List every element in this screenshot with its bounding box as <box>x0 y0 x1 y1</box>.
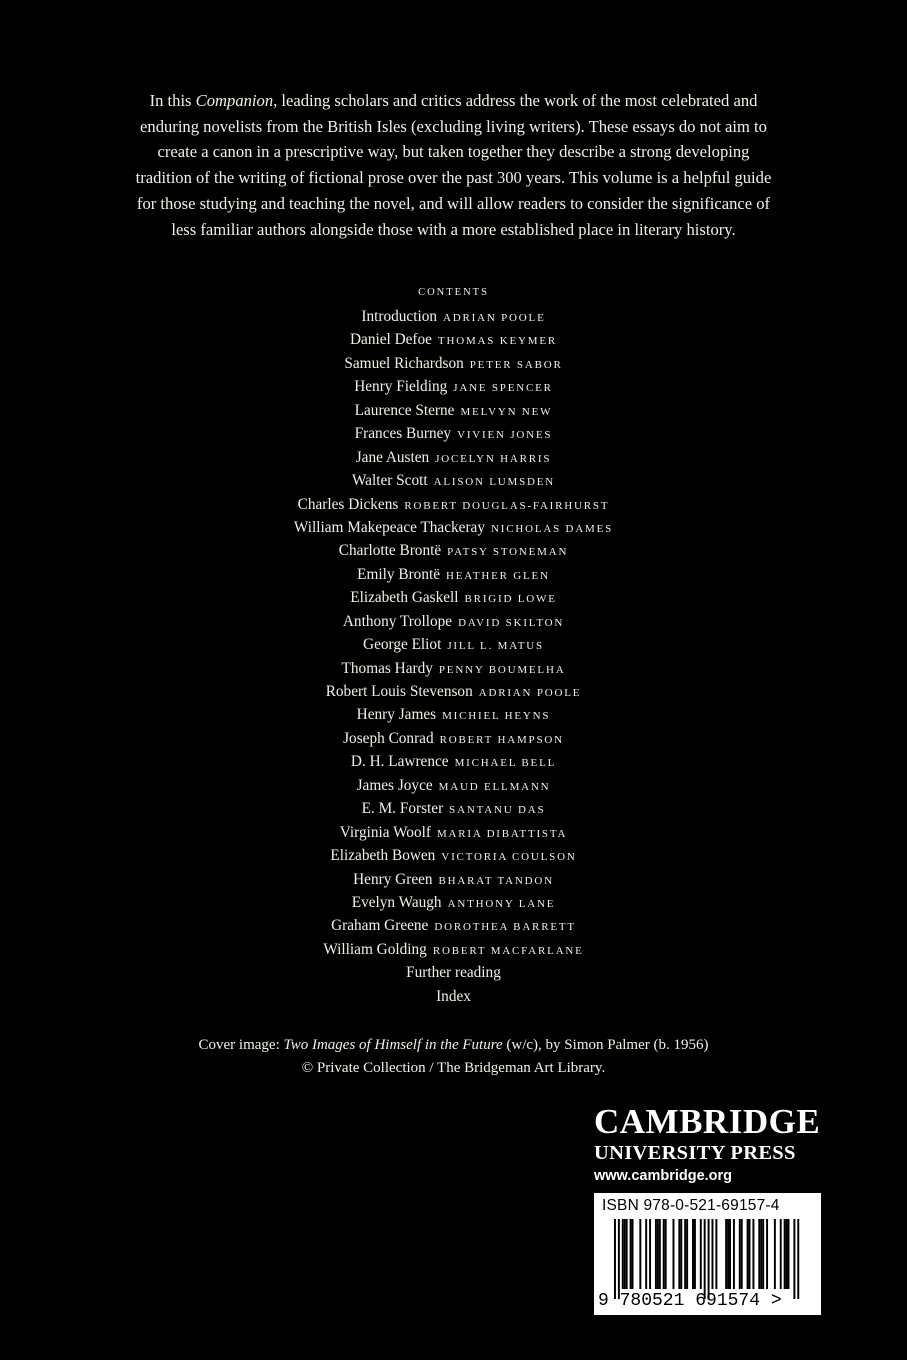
contents-subject: Samuel Richardson <box>344 354 464 372</box>
barcode-bar <box>727 1219 729 1289</box>
back-cover-blurb <box>130 88 777 242</box>
contents-subject: Virginia Woolf <box>339 823 431 841</box>
contents-subject: Further reading <box>406 964 501 982</box>
contents-subject: Walter Scott <box>351 472 428 490</box>
barcode-bar <box>673 1219 675 1289</box>
contents-subject: Laurence Sterne <box>354 401 455 419</box>
barcode-bar <box>692 1219 694 1289</box>
contents-entry <box>0 727 907 750</box>
barcode-bar <box>747 1219 749 1289</box>
blurb-intro: In this <box>149 91 196 110</box>
contents-entry <box>0 493 907 516</box>
isbn-label: ISBN 978-0-521-69157-4 <box>602 1197 780 1214</box>
barcode-bar <box>626 1219 628 1289</box>
contents-subject: Frances Burney <box>354 425 452 443</box>
contents-contributor: ROBERT MACFARLANE <box>432 944 584 957</box>
contents-contributor: VICTORIA COULSON <box>441 851 577 864</box>
publisher-url: www.cambridge.org <box>594 1168 733 1184</box>
contents-contributor: JOCELYN HARRIS <box>435 452 552 465</box>
contents-entry <box>0 539 907 562</box>
contents-contributor: ANTHONY LANE <box>447 897 556 910</box>
contents-contributor: ALISON LUMSDEN <box>433 476 556 489</box>
barcode-digits: 9 780521 691574 > <box>598 1291 782 1311</box>
barcode-bar <box>639 1219 641 1289</box>
contents-contributor: NICHOLAS DAMES <box>490 522 614 535</box>
barcode-bar <box>788 1219 790 1289</box>
contents-entry <box>0 680 907 703</box>
barcode-bar <box>657 1219 659 1289</box>
contents-contributor: MICHIEL HEYNS <box>442 710 551 723</box>
contents-subject: Jane Austen <box>355 448 430 466</box>
barcode-bar <box>622 1219 624 1289</box>
barcode-bar <box>739 1219 741 1289</box>
contents-entry <box>0 938 907 961</box>
contents-heading: CONTENTS <box>418 287 489 298</box>
contents-contributor: JILL L. MATUS <box>447 640 544 653</box>
barcode-bar <box>680 1219 682 1289</box>
barcode-bar <box>663 1219 665 1289</box>
barcode-bar <box>645 1219 647 1289</box>
barcode-bar <box>749 1219 751 1289</box>
contents-contributor: MICHAEL BELL <box>454 757 557 770</box>
contents-contributor: ADRIAN POOLE <box>478 687 582 699</box>
contents-entry <box>0 446 907 469</box>
cover-credit-line-1: Cover image: Two Images of Himself in the Future (w/c), by Simon Palmer (b. 1956) <box>198 1037 709 1053</box>
contents-entry <box>0 914 907 937</box>
cover-image-credit <box>0 1034 907 1079</box>
contents-entry <box>0 422 907 445</box>
contents-entry <box>0 750 907 773</box>
contents-entry <box>0 563 907 586</box>
contents-subject: Charlotte Brontë <box>338 542 442 560</box>
barcode-bar <box>684 1219 686 1289</box>
blurb-companion-title: Companion <box>195 91 274 110</box>
barcode-bar <box>760 1219 762 1289</box>
barcode-bar <box>678 1219 680 1289</box>
barcode-bar <box>793 1219 795 1299</box>
contents-entry <box>0 586 907 609</box>
barcode-bar <box>774 1219 776 1289</box>
contents-contributor: HEATHER GLEN <box>446 569 550 582</box>
contents-contributor: JANE SPENCER <box>453 382 553 395</box>
barcode-bar <box>630 1219 632 1289</box>
contents-subject: William Golding <box>323 940 427 958</box>
contents-contributor: MAUD ELLMANN <box>438 780 551 793</box>
contents-contributor: DOROTHEA BARRETT <box>434 921 576 934</box>
barcode-bar <box>614 1219 616 1299</box>
barcode-bar <box>766 1219 768 1289</box>
barcode-bar <box>618 1219 620 1299</box>
contents-entry <box>0 633 907 656</box>
contents-contributor: ROBERT DOUGLAS-FAIRHURST <box>404 499 610 512</box>
contents-entry <box>0 352 907 375</box>
contents-entry <box>0 891 907 914</box>
publisher-subname: UNIVERSITY PRESS <box>594 1142 796 1164</box>
barcode-bar <box>762 1219 764 1289</box>
contents-entry <box>0 657 907 680</box>
barcode-bar <box>655 1219 657 1289</box>
contents-entry <box>0 516 907 539</box>
contents-subject: Emily Brontë <box>357 565 441 583</box>
barcode-bar <box>659 1219 661 1289</box>
contents-subject: Graham Greene <box>331 917 429 935</box>
contents-entry <box>0 961 907 984</box>
contents-entry <box>0 703 907 726</box>
contents-subject: Introduction <box>361 308 438 325</box>
contents-entry <box>0 985 907 1008</box>
contents-subject: D. H. Lawrence <box>350 753 449 771</box>
barcode-bar <box>784 1219 786 1289</box>
contents-subject: Robert Louis Stevenson <box>325 683 473 700</box>
barcode-bar <box>797 1219 799 1299</box>
artwork-title: Two Images of Himself in the Future <box>283 1037 503 1053</box>
contents-contributor: BHARAT TANDON <box>438 874 554 887</box>
contents-entry <box>0 469 907 492</box>
barcode-bar <box>758 1219 760 1289</box>
contents-subject: Anthony Trollope <box>342 612 453 630</box>
barcode-bar <box>715 1219 717 1289</box>
contents-entry <box>0 610 907 633</box>
barcode-bar <box>649 1219 651 1289</box>
contents-contributor: PENNY BOUMELHA <box>438 663 566 676</box>
contents-entry <box>0 305 907 328</box>
contents-entry <box>0 821 907 844</box>
barcode-bar <box>725 1219 727 1289</box>
contents-subject: Daniel Defoe <box>349 331 432 349</box>
contents-subject: Elizabeth Gaskell <box>350 589 459 607</box>
cover-credit-line-2: © Private Collection / The Bridgeman Art Library. <box>301 1059 606 1076</box>
contents-contributor: DAVID SKILTON <box>458 616 565 629</box>
contents-subject: Henry Fielding <box>354 378 448 396</box>
contents-subject: Thomas Hardy <box>341 659 433 677</box>
publisher-block <box>594 1104 834 1186</box>
barcode-bar <box>752 1219 754 1289</box>
contents-subject: Henry James <box>356 706 437 724</box>
contents-contributor: SANTANU DAS <box>449 804 546 817</box>
barcode-bar <box>624 1219 626 1289</box>
contents-contributor: PATSY STONEMAN <box>447 546 569 559</box>
contents-contributor: ADRIAN POOLE <box>443 312 546 324</box>
contents-subject: Elizabeth Bowen <box>330 847 436 865</box>
contents-entry <box>0 844 907 867</box>
contents-contributor: VIVIEN JONES <box>457 429 553 442</box>
contents-entry <box>0 375 907 398</box>
contents-contributor: ROBERT HAMPSON <box>439 733 564 746</box>
contents-subject: James Joyce <box>356 776 433 794</box>
contents-contributor: MELVYN NEW <box>460 405 553 418</box>
barcode-bar <box>741 1219 743 1289</box>
contents-subject: Henry Green <box>353 870 433 888</box>
contents-entry <box>0 797 907 820</box>
contents-subject: E. M. Forster <box>361 800 444 818</box>
isbn-barcode <box>594 1193 821 1315</box>
barcode-bar <box>712 1219 714 1289</box>
contents-subject: Evelyn Waugh <box>351 893 442 911</box>
contents-entry <box>0 774 907 797</box>
barcode-bar <box>632 1219 634 1289</box>
barcode-bar <box>780 1219 782 1289</box>
contents-entry <box>0 328 907 351</box>
contents-contributor: BRIGID LOWE <box>464 593 557 606</box>
contents-subject: William Makepeace Thackeray <box>293 518 485 536</box>
publisher-name: CAMBRIDGE <box>594 1102 821 1141</box>
barcode-bar <box>665 1219 667 1289</box>
barcode-bar <box>694 1219 696 1289</box>
contents-contributor: PETER SABOR <box>469 358 563 371</box>
barcode-bar <box>708 1219 710 1299</box>
contents-subject: Charles Dickens <box>297 495 399 513</box>
barcode-bar <box>733 1219 735 1289</box>
barcode-bar <box>729 1219 731 1289</box>
barcode-bar <box>686 1219 688 1289</box>
contents-subject: George Eliot <box>363 636 442 654</box>
contents-entry <box>0 868 907 891</box>
contents-subject: Index <box>436 987 471 1005</box>
contents-contributor: THOMAS KEYMER <box>437 335 557 348</box>
table-of-contents <box>0 305 907 1008</box>
barcode-bar <box>704 1219 706 1299</box>
barcode-bar <box>700 1219 702 1289</box>
contents-subject: Joseph Conrad <box>343 729 434 747</box>
blurb-body: , leading scholars and critics address the work of the most celebrated and enduring novelists from the British Isles (excluding living writers). These essays do not aim to create a canon in a prescriptive way, but taken together they describe a strong developing tradition of the writing of fictional prose over the past 300 years. This volume is a helpful guide for those studying and teaching the novel, and will allow readers to consider the significance of less familiar authors alongside those with a more established place in literary history. <box>135 91 772 239</box>
contents-contributor: MARIA DIBATTISTA <box>436 827 568 840</box>
barcode-bar <box>786 1219 788 1289</box>
contents-entry <box>0 399 907 422</box>
